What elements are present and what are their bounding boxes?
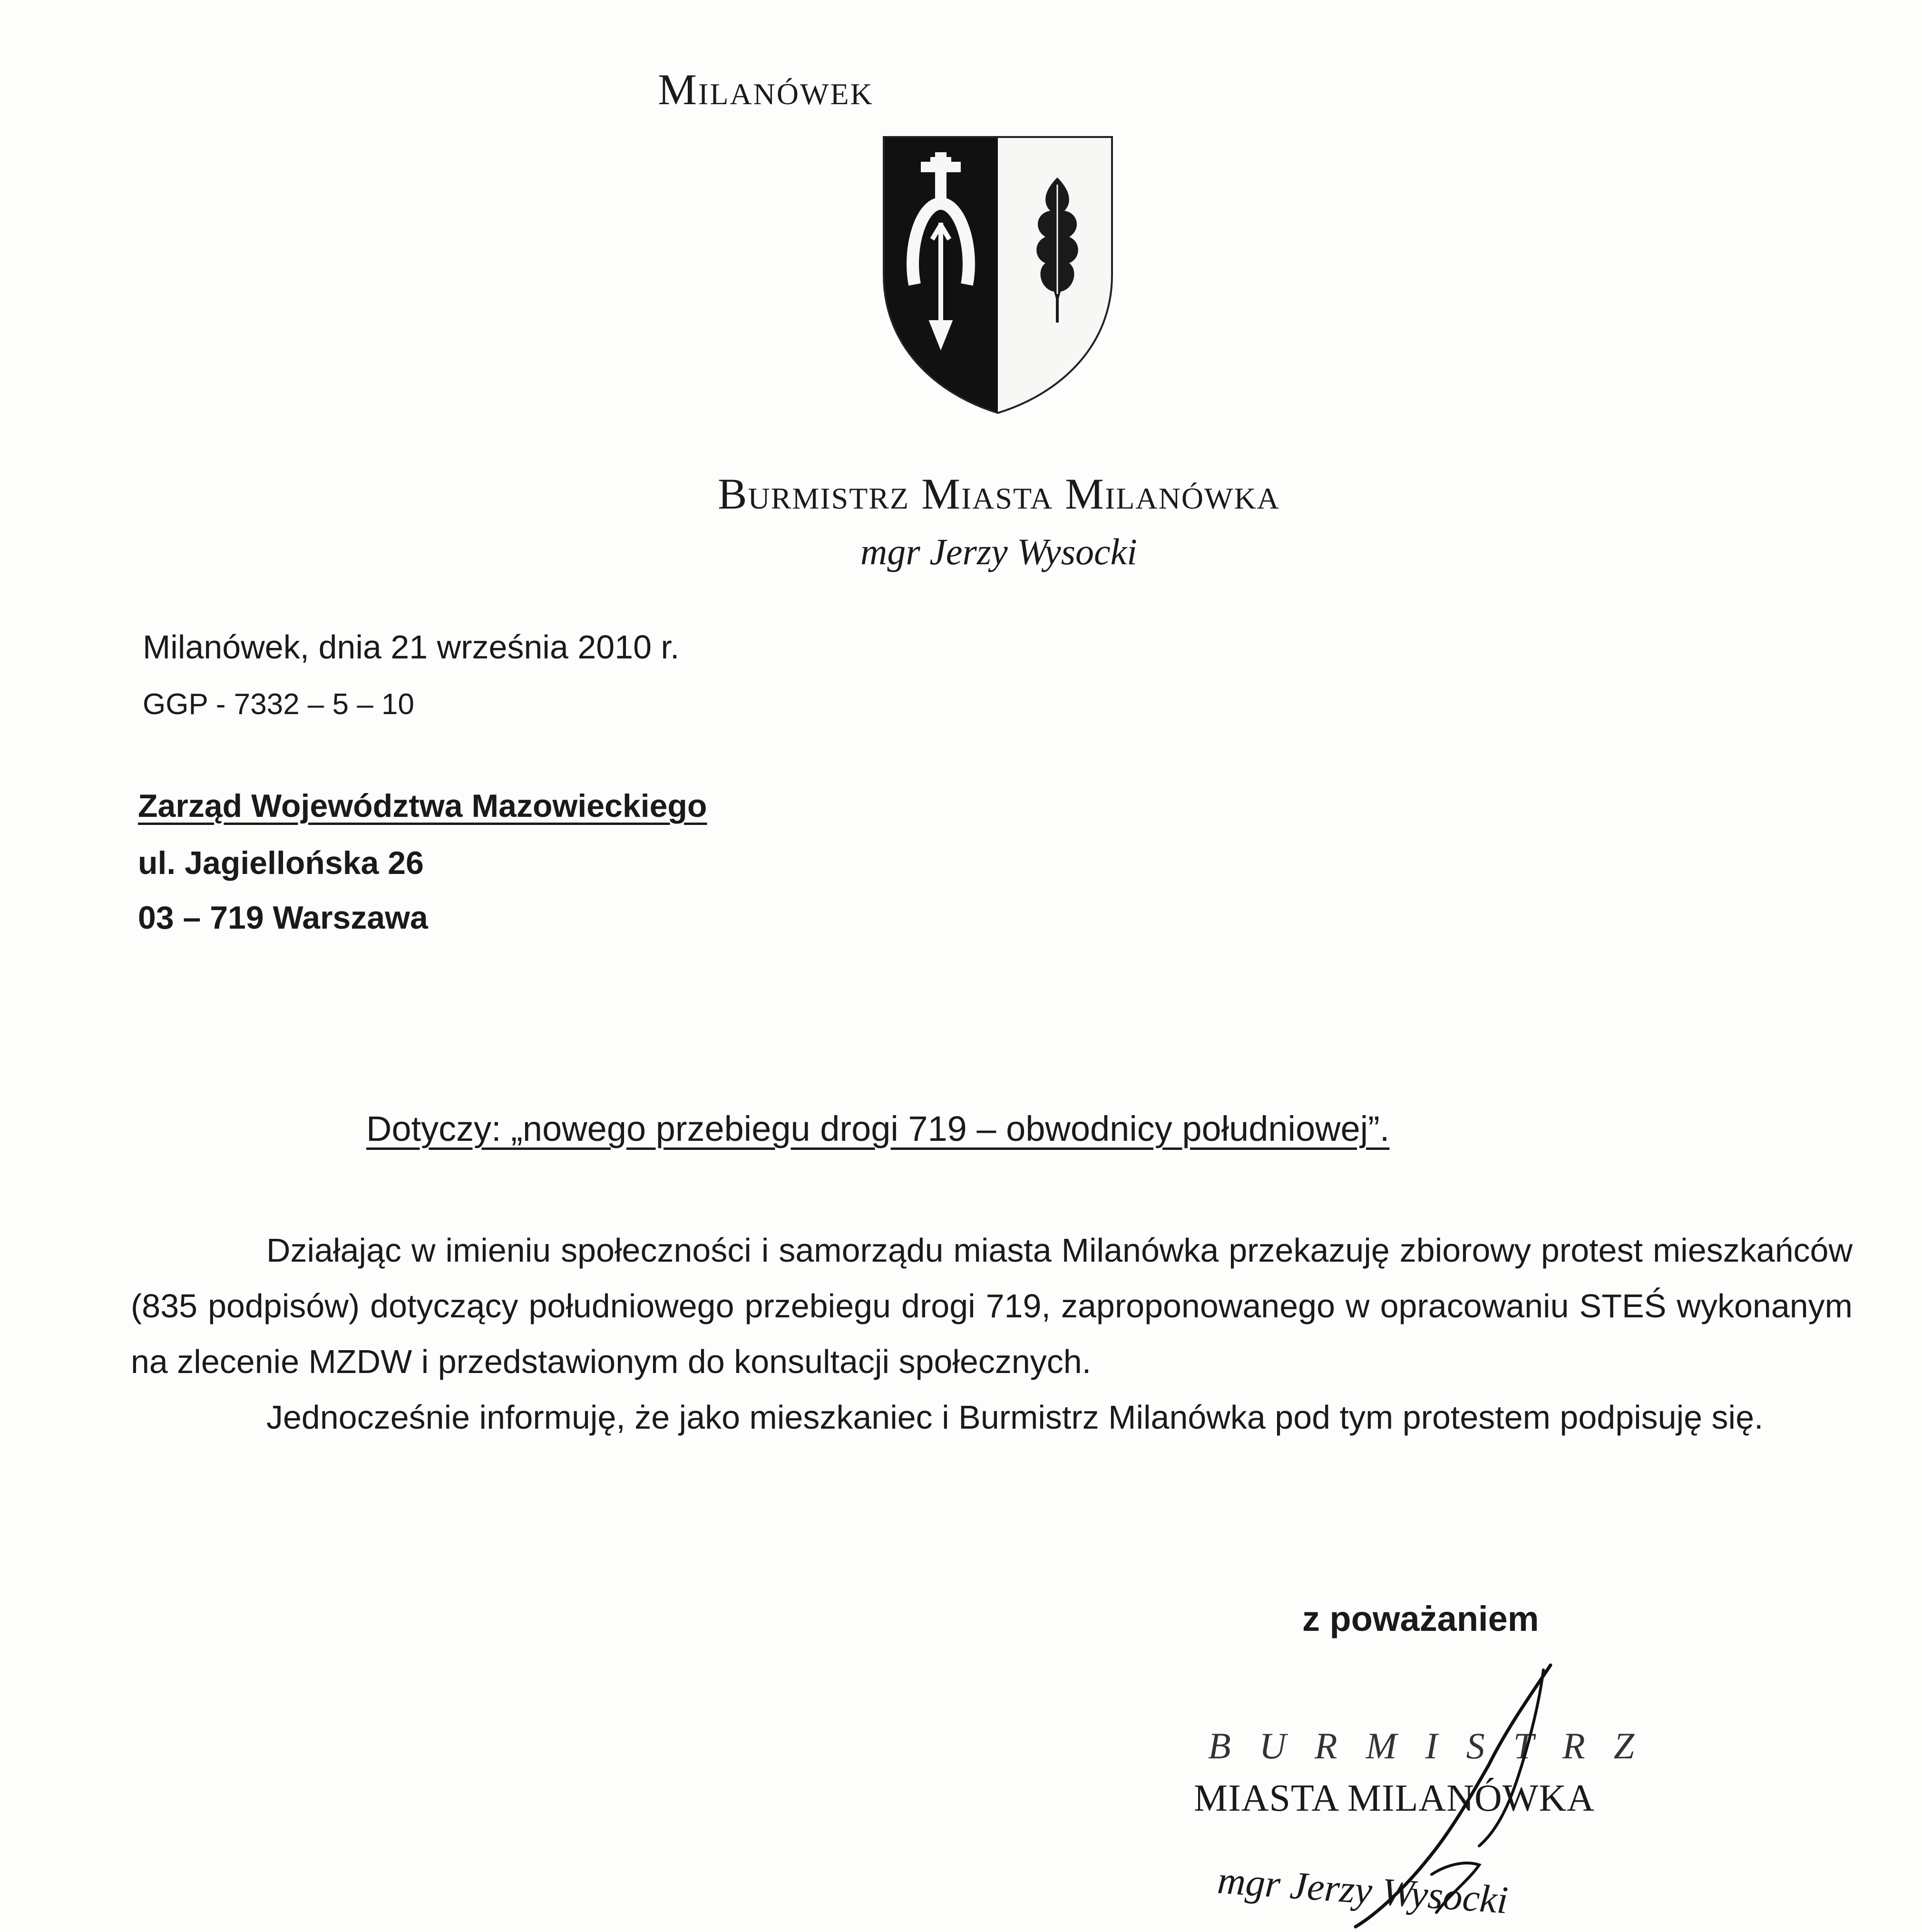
closing-salutation: z poważaniem (1302, 1599, 1539, 1638)
place-date: Milanówek, dnia 21 września 2010 r. (143, 628, 680, 666)
reference-number: GGP - 7332 – 5 – 10 (143, 688, 415, 721)
handwritten-signature (1308, 1656, 1574, 1932)
stamp-name: mgr Jerzy Wysocki (1216, 1858, 1510, 1922)
body-paragraph-1: Działając w imieniu społeczności i samorządu miasta Milanówka przekazuję zbiorowy protest mieszkańców (835 podpisów) dotyczący południowego przebiegu drogi 719, zaproponowanego w opracowaniu STEŚ wykonanym na zlecenie MZDW i przedstawionym do konsultacji społecznych. (131, 1232, 1853, 1380)
mayor-name: mgr Jerzy Wysocki (860, 531, 1137, 572)
letter-body (131, 1223, 1853, 1445)
addressee-city: 03 – 719 Warszawa (138, 900, 428, 936)
stamp-city: MIASTA MILANÓWKA (1194, 1777, 1595, 1819)
addressee-name: Zarząd Województwa Mazowieckiego (138, 788, 707, 824)
addressee-street: ul. Jagiellońska 26 (138, 845, 424, 881)
coat-of-arms-icon (879, 132, 1117, 418)
mayor-title: Burmistrz Miasta Milanówka (718, 470, 1280, 518)
subject-line: Dotyczy: „nowego przebiegu drogi 719 – obwodnicy południowej”. (366, 1109, 1390, 1148)
body-paragraph-2: Jednocześnie informuję, że jako mieszkaniec i Burmistrz Milanówka pod tym protestem podpisuję się. (266, 1399, 1764, 1436)
town-name: Milanówek (658, 65, 874, 114)
stamp-title: BURMISTRZ (1208, 1725, 1663, 1766)
